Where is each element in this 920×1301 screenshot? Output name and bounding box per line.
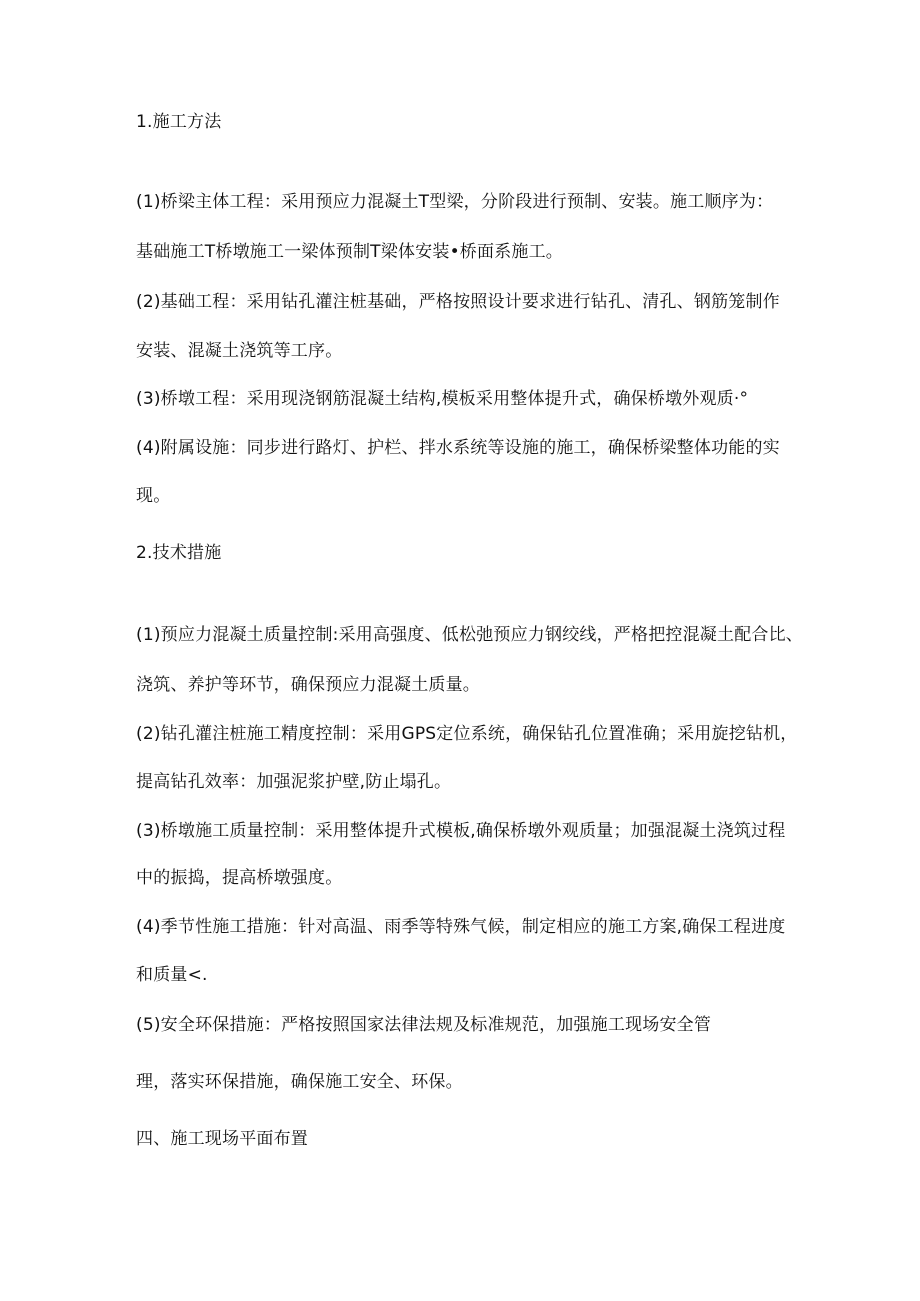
section-heading-construction-method: 1.施工方法	[136, 112, 222, 132]
paragraph-line: 安装、混凝土浇筑等工序。	[136, 341, 343, 361]
paragraph-line: (3)桥墩工程：采用现浇钢筋混凝土结构,模板采用整体提升式，确保桥墩外观质·°	[136, 389, 749, 409]
paragraph-line: 和质量<.	[136, 965, 208, 985]
paragraph-line: (2)基础工程：采用钻孔灌注桩基础，严格按照设计要求进行钻孔、清孔、钢筋笼制作	[136, 292, 780, 312]
paragraph-line: 现。	[136, 486, 171, 506]
paragraph-line: (4)附属设施：同步进行路灯、护栏、拌水系统等设施的施工，确保桥梁整体功能的实	[136, 438, 780, 458]
paragraph-line: 提高钻孔效率：加强泥浆护壁,防止塌孔。	[136, 772, 452, 792]
section-heading-technical-measures: 2.技术措施	[136, 543, 222, 563]
section-heading-site-layout: 四、施工现场平面布置	[136, 1129, 308, 1149]
paragraph-line: 浇筑、养护等环节，确保预应力混凝土质量。	[136, 675, 480, 695]
paragraph-line: 理，落实环保措施，确保施工安全、环保。	[136, 1072, 463, 1092]
paragraph-line: (4)季节性施工措施：针对高温、雨季等特殊气候，制定相应的施工方案,确保工程进度	[136, 917, 786, 937]
paragraph-line: (2)钻孔灌注桩施工精度控制：采用GPS定位系统，确保钻孔位置准确；采用旋挖钻机，	[136, 724, 798, 744]
paragraph-line: 基础施工T桥墩施工一梁体预制T梁体安装•桥面系施工。	[136, 242, 563, 262]
paragraph-line: 中的振捣，提高桥墩强度。	[136, 868, 343, 888]
paragraph-line: (1)桥梁主体工程：采用预应力混凝土T型梁，分阶段进行预制、安装。施工顺序为：	[136, 192, 774, 212]
paragraph-line: (5)安全环保措施：严格按照国家法律法规及标准规范，加强施工现场安全管	[136, 1015, 712, 1035]
paragraph-line: (1)预应力混凝土质量控制:采用高强度、低松弛预应力钢绞线，严格把控混凝土配合比、	[136, 625, 804, 645]
paragraph-line: (3)桥墩施工质量控制：采用整体提升式模板,确保桥墩外观质量；加强混凝土浇筑过程	[136, 821, 786, 841]
